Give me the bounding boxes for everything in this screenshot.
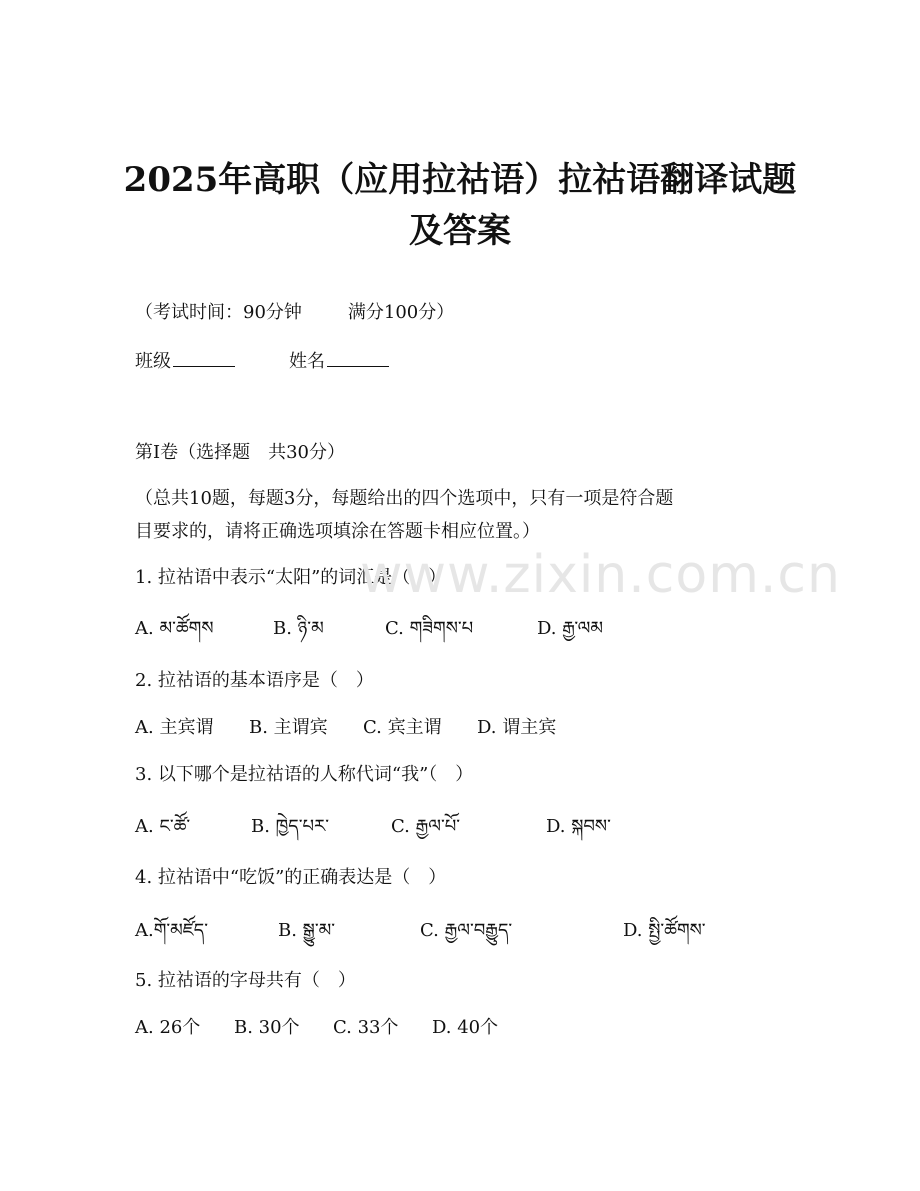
document-title-line2: 及答案 xyxy=(409,211,511,251)
question-2-options xyxy=(135,714,556,742)
question-4-options xyxy=(135,917,706,945)
exam-time: （考试时间：90分钟 xyxy=(135,302,302,323)
question-5-option-c[interactable]: C. 33个 xyxy=(333,1017,399,1038)
question-4-option-d[interactable]: D. སྤྱི་ཚོགས་ xyxy=(623,920,706,941)
question-1-options xyxy=(135,615,603,643)
question-1-stem: 1. 拉祜语中表示“太阳”的词汇是（ ） xyxy=(135,567,447,588)
student-info xyxy=(135,348,389,376)
instructions-line1: （总共10题，每题3分，每题给出的四个选项中，只有一项是符合题 xyxy=(135,488,674,509)
question-4-option-b[interactable]: B. སྒྱུ་མ་ xyxy=(278,920,336,941)
question-5-options xyxy=(135,1014,498,1042)
question-5-option-a[interactable]: A. 26个 xyxy=(135,1017,201,1038)
question-4-option-a[interactable]: A.གོ་མཛོད་ xyxy=(135,920,208,941)
question-1-option-b[interactable]: B. ཉི་མ xyxy=(273,618,324,639)
question-4-option-c[interactable]: C. རྒྱལ་བརྒྱུད་ xyxy=(420,920,513,941)
class-label: 班级 xyxy=(135,351,171,372)
question-3-option-b[interactable]: B. ཁྱེད་པར་ xyxy=(251,816,330,837)
question-5-option-d[interactable]: D. 40个 xyxy=(432,1017,499,1038)
question-5-option-b[interactable]: B. 30个 xyxy=(234,1017,300,1038)
name-blank[interactable] xyxy=(327,348,389,367)
question-2-option-b[interactable]: B. 主谓宾 xyxy=(249,717,328,738)
exam-score: 满分100分） xyxy=(347,302,455,323)
question-1-option-d[interactable]: D. རྒྱ་ལམ xyxy=(537,618,603,639)
question-1-option-c[interactable]: C. གཟིགས་པ xyxy=(385,618,474,639)
question-4-stem: 4. 拉祜语中“吃饭”的正确表达是（ ） xyxy=(135,867,447,888)
section-title: 第Ⅰ卷（选择题 共30分） xyxy=(135,442,346,463)
question-3-options xyxy=(135,813,611,841)
name-label: 姓名 xyxy=(289,351,325,372)
instructions-line2: 目要求的，请将正确选项填涂在答题卡相应位置。） xyxy=(135,521,540,542)
question-2-option-a[interactable]: A. 主宾谓 xyxy=(135,717,214,738)
question-3-option-c[interactable]: C. རྒྱལ་པོ་ xyxy=(391,816,461,837)
document-title-line1: 2025年高职（应用拉祜语）拉祜语翻译试题 xyxy=(123,160,797,200)
question-2-option-c[interactable]: C. 宾主谓 xyxy=(363,717,442,738)
question-5-stem: 5. 拉祜语的字母共有（ ） xyxy=(135,970,356,991)
question-3-option-a[interactable]: A. ང་ཚོ་ xyxy=(135,816,191,837)
question-2-stem: 2. 拉祜语的基本语序是（ ） xyxy=(135,670,374,691)
class-blank[interactable] xyxy=(173,348,235,367)
exam-info xyxy=(135,299,454,327)
question-3-stem: 3. 以下哪个是拉祜语的人称代词“我”（ ） xyxy=(135,764,474,785)
question-3-option-d[interactable]: D. སྐབས་ xyxy=(546,816,611,837)
question-2-option-d[interactable]: D. 谓主宾 xyxy=(477,717,557,738)
watermark: www.zixin.com.cn xyxy=(360,545,841,605)
question-1-option-a[interactable]: A. མ་ཚོགས xyxy=(135,618,214,639)
